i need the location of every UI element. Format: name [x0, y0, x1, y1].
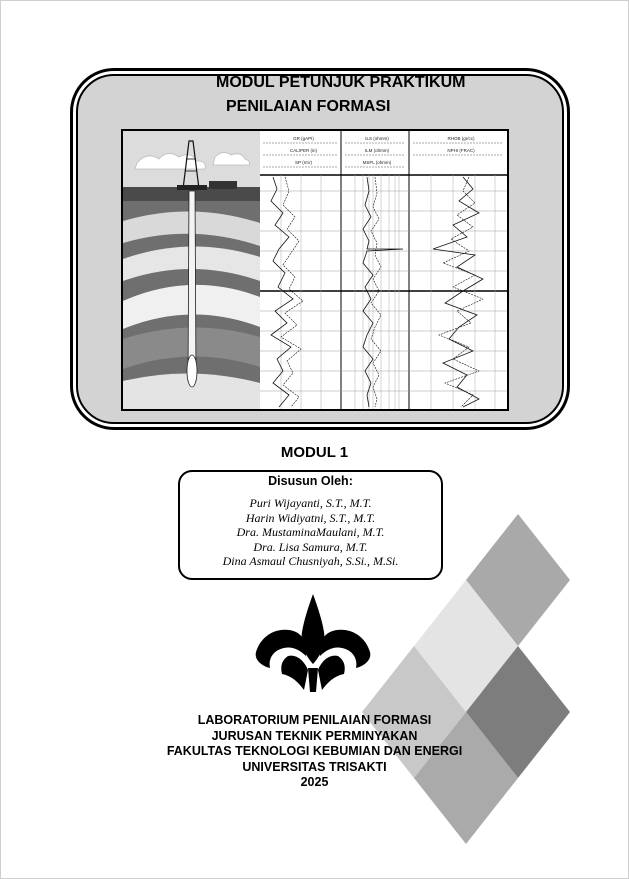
author-name: Puri Wijayanti, S.T., M.T. [249, 496, 372, 510]
well-log-illustration-icon [123, 131, 507, 409]
author-name: Harin Widiyatni, S.T., M.T. [245, 510, 376, 525]
track1-curve3: SP (mV) [295, 160, 312, 165]
well-log-figure [121, 129, 509, 411]
track2-curve2: ILM (ohmm) [364, 148, 390, 153]
title-line-1: MODUL PETUNJUK PRAKTIKUM [216, 74, 466, 91]
track2-curve3: MSFL (ohmm) [362, 160, 392, 165]
university-emblem-icon [252, 594, 374, 694]
author-name: Dra. MustaminaMaulani, M.T. [236, 525, 385, 539]
footer-line-lab: LABORATORIUM PENILAIAN FORMASI [197, 713, 432, 727]
track3-curve2: NPHI (FRAC) [447, 148, 475, 153]
track3-curve1: RHOB (gr/cc) [447, 136, 475, 141]
author-box [178, 470, 443, 580]
author-heading: Disusun Oleh: [268, 474, 353, 488]
author-name: Dra. Lisa Samura, M.T. [253, 539, 368, 554]
footer-line-year: 2025 [300, 775, 329, 789]
track2-curve1: ILS (ohmm) [365, 136, 389, 141]
author-name: Dina Asmaul Chusniyah, S.Si., M.Si. [222, 554, 399, 568]
footer-line-university: UNIVERSITAS TRISAKTI [242, 759, 387, 774]
track1-curve1: GR (gAPI) [293, 136, 314, 141]
title-line-2: PENILAIAN FORMASI [226, 98, 391, 115]
track1-curve2: CALIPER (in) [289, 148, 317, 153]
author-list [180, 496, 441, 569]
footer-line-department: JURUSAN TEKNIK PERMINYAKAN [211, 728, 418, 743]
institution-footer [0, 713, 629, 791]
module-label: MODUL 1 [280, 444, 349, 461]
footer-line-faculty: FAKULTAS TEKNOLOGI KEBUMIAN DAN ENERGI [166, 744, 463, 758]
